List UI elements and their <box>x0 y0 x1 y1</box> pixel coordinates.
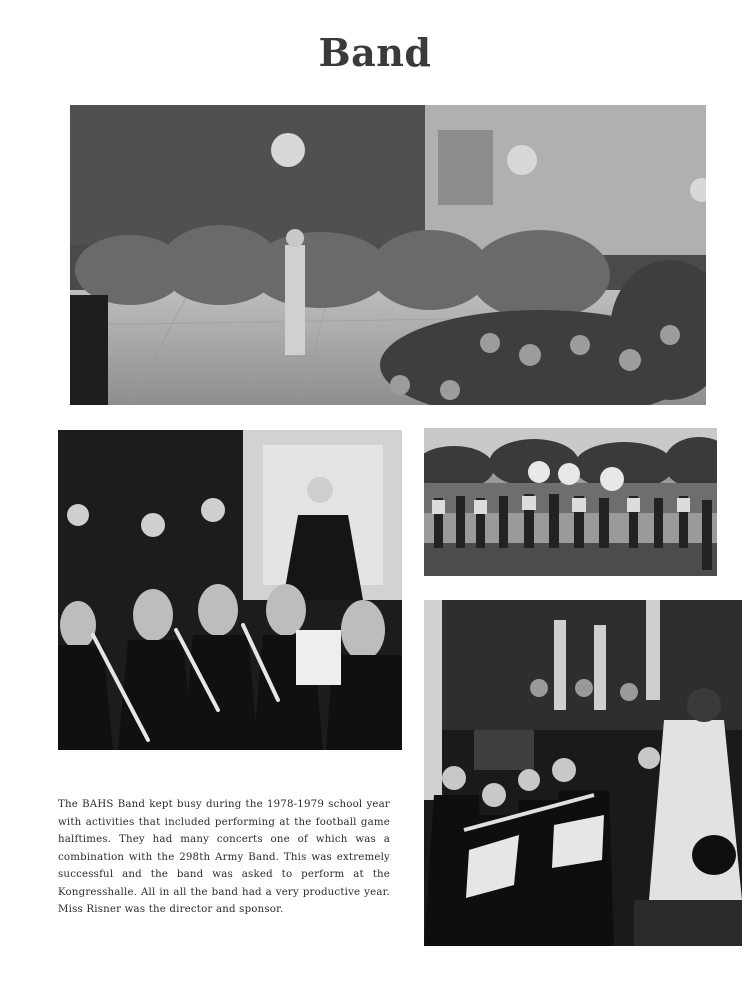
page-title: Band <box>318 30 432 75</box>
photo-marching-graphic <box>424 428 717 576</box>
photo-clarinet-section <box>58 430 402 750</box>
photo-concert-conductor <box>424 600 742 946</box>
photo-clarinets-graphic <box>58 430 402 750</box>
caption-paragraph: The BAHS Band kept busy during the 1978-1979 school year with activities that included performing at the football game halftimes. They had many concerts one of which was a combination with the 298th Army Band. This was extremely successful and the band was asked to perform at the Kongresshalle. All in all the band had a very productive year. Miss Risner was the director and sponsor. <box>58 799 390 916</box>
photo-gym-graphic <box>70 105 706 405</box>
photo-concert-graphic <box>424 600 742 946</box>
photo-gym-band-performance <box>70 105 706 405</box>
photo-marching-band <box>424 428 717 576</box>
